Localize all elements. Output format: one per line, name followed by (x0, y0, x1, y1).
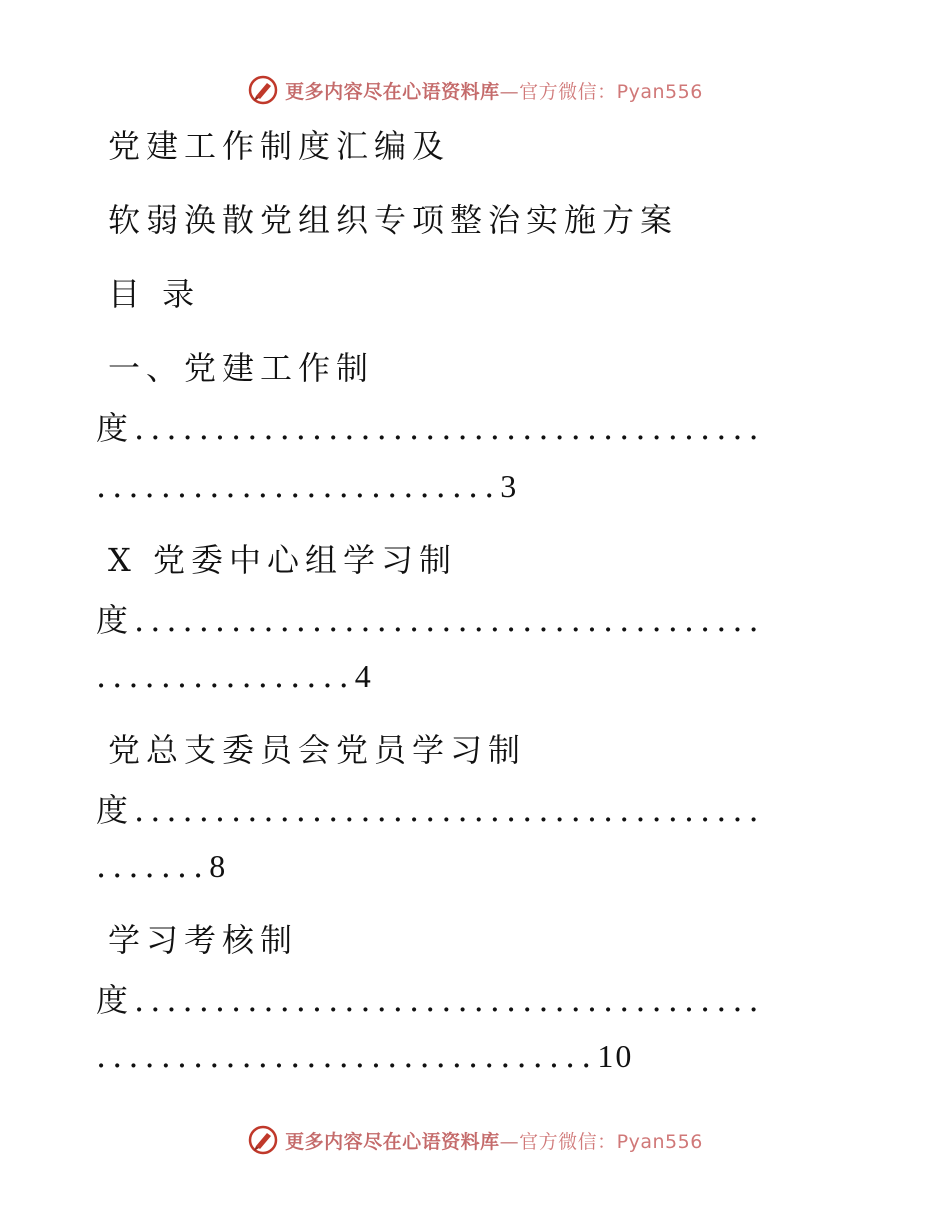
toc-leader-dots: ................ (96, 657, 355, 695)
toc-leader-dots: ....................................... (134, 412, 765, 444)
toc-entry-leader-line (96, 984, 846, 1016)
watermark-wechat-text: 官方微信：Pyan556 (519, 1130, 703, 1153)
toc-entry-tail: 度 (96, 412, 135, 444)
toc-leader-dots: ............................... (96, 1037, 598, 1075)
toc-entry-title: 一、党建工作制 (108, 349, 375, 387)
toc-leader-dots: ......................... (96, 467, 501, 505)
toc-leader-dots: ....................................... (134, 984, 765, 1016)
toc-entry-page: 4 (354, 658, 373, 694)
toc-entry-leader-line (96, 412, 846, 444)
document-title: 党建工作制度汇编及 (108, 127, 451, 165)
toc-entry-leader-line (96, 604, 846, 636)
watermark-text (285, 77, 703, 104)
toc-entry-page-line (96, 847, 228, 885)
toc-entry-page-line (96, 467, 519, 505)
toc-entry-title: 党总支委员会党员学习制 (108, 731, 527, 769)
watermark-banner-bottom (0, 1120, 950, 1160)
toc-entry-tail: 度 (96, 794, 135, 826)
pen-logo-icon (247, 1124, 279, 1156)
toc-entry-page: 3 (500, 468, 519, 504)
toc-entry-tail: 度 (96, 984, 135, 1016)
watermark-dash: — (499, 1130, 520, 1153)
toc-entry-leader-line (96, 794, 846, 826)
toc-entry-title: 学习考核制 (108, 921, 299, 959)
document-subtitle: 软弱涣散党组织专项整治实施方案 (108, 201, 679, 239)
toc-entry-page: 10 (597, 1038, 634, 1074)
watermark-site-text: 更多内容尽在心语资料库 (285, 1130, 500, 1153)
toc-entry-title: X 党委中心组学习制 (108, 541, 457, 579)
watermark-banner-top (0, 70, 950, 110)
pen-logo-icon (247, 74, 279, 106)
toc-entry-page-line (96, 657, 373, 695)
toc-leader-dots: ....................................... (134, 604, 765, 636)
watermark-site-text: 更多内容尽在心语资料库 (285, 80, 500, 103)
watermark-wechat-text: 官方微信：Pyan556 (519, 80, 703, 103)
toc-entry-page: 8 (209, 848, 228, 884)
watermark-dash: — (499, 80, 520, 103)
toc-leader-dots: ....................................... (134, 794, 765, 826)
toc-entry-page-line (96, 1037, 634, 1075)
watermark-text (285, 1127, 703, 1154)
toc-entry-tail: 度 (96, 604, 135, 636)
toc-heading: 目 录 (108, 275, 201, 313)
toc-leader-dots: ....... (96, 847, 210, 885)
